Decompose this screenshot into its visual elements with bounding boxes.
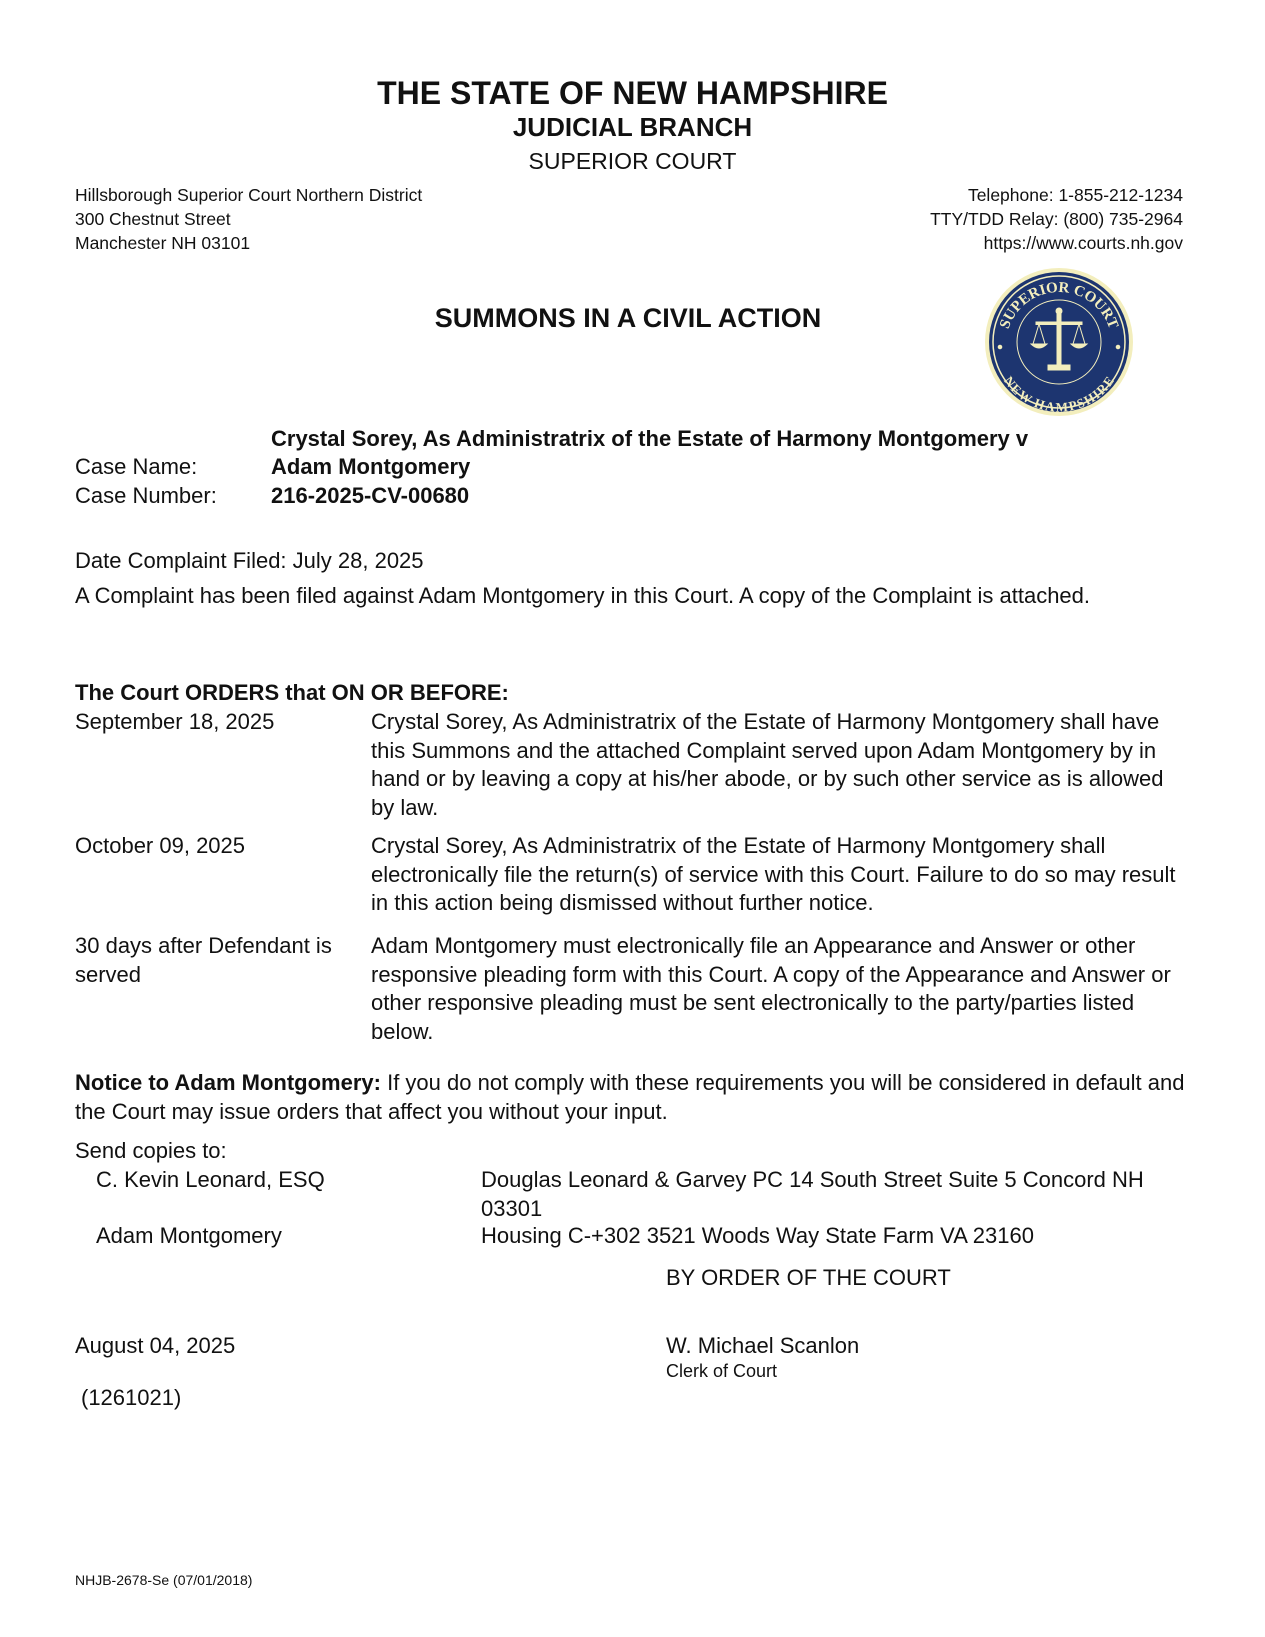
court-contact	[930, 183, 1183, 255]
order-text: Crystal Sorey, As Administratrix of the Estate of Harmony Montgomery shall have this Summons and the attached Complaint served upon Adam Montgomery by in hand or by leaving a copy at his/her abode, or by such other service as is allowed by law.	[371, 709, 1164, 820]
send-copies-label: Send copies to:	[75, 1138, 227, 1163]
clerk-name: W. Michael Scanlon	[666, 1333, 860, 1358]
case-name-line1: Crystal Sorey, As Administratrix of the Estate of Harmony Montgomery v	[271, 426, 1029, 451]
complaint-text: A Complaint has been filed against Adam Montgomery in this Court. A copy of the Complaint is attached.	[75, 583, 1091, 608]
website: https://www.courts.nh.gov	[983, 233, 1183, 253]
telephone: Telephone: 1-855-212-1234	[967, 185, 1183, 205]
address-line: Manchester NH 03101	[75, 233, 251, 253]
date-complaint-filed: Date Complaint Filed: July 28, 2025	[75, 548, 424, 573]
order-date: October 09, 2025	[75, 833, 246, 858]
svg-text:SUPERIOR COURT: SUPERIOR COURT	[996, 279, 1122, 332]
clerk-title: Clerk of Court	[666, 1361, 778, 1381]
address-line: Hillsborough Superior Court Northern District	[75, 185, 423, 205]
orders-heading: The Court ORDERS that ON OR BEFORE:	[75, 680, 509, 705]
document-id: (1261021)	[81, 1385, 182, 1410]
recipient-address: Housing C-+302 3521 Woods Way State Farm VA 23160	[481, 1223, 1034, 1248]
svg-text:NEW HAMPSHIRE: NEW HAMPSHIRE	[1001, 373, 1117, 415]
case-number: 216-2025-CV-00680	[271, 483, 470, 508]
recipient-name: C. Kevin Leonard, ESQ	[96, 1167, 325, 1192]
by-order-of-court: BY ORDER OF THE COURT	[666, 1265, 951, 1290]
recipient-name: Adam Montgomery	[96, 1223, 282, 1248]
order-text: Crystal Sorey, As Administratrix of the Estate of Harmony Montgomery shall electronically file the return(s) of service with this Court. Failure to do so may result in this action being dismissed without further notice.	[371, 833, 1176, 915]
form-id: NHJB-2678-Se (07/01/2018)	[75, 1572, 253, 1588]
branch-heading: JUDICIAL BRANCH	[512, 112, 753, 142]
order-date: 30 days after Defendant is served	[75, 933, 332, 987]
signed-date: August 04, 2025	[75, 1333, 236, 1358]
state-heading: THE STATE OF NEW HAMPSHIRE	[377, 75, 888, 111]
notice-text: If you do not comply with these requirements you will be considered in default and the Court may issue orders that affect you without your input.	[75, 1070, 1185, 1124]
notice-paragraph	[75, 1069, 1185, 1126]
case-name-label: Case Name:	[75, 454, 198, 479]
court-address	[75, 183, 422, 255]
case-number-label: Case Number:	[75, 483, 217, 508]
order-text: Adam Montgomery must electronically file an Appearance and Answer or other responsive pleading form with this Court. A copy of the Appearance and Answer or other responsive pleading must be sent electronically to the party/parties listed below.	[371, 933, 1171, 1044]
tty-relay: TTY/TDD Relay: (800) 735-2964	[930, 209, 1183, 229]
court-seal-icon	[984, 267, 1134, 417]
case-name-line2: Adam Montgomery	[271, 454, 471, 479]
notice-label: Notice to Adam Montgomery:	[75, 1070, 381, 1095]
document-title: SUMMONS IN A CIVIL ACTION	[434, 303, 822, 333]
court-heading: SUPERIOR COURT	[528, 148, 737, 174]
order-date: September 18, 2025	[75, 709, 275, 734]
address-line: 300 Chestnut Street	[75, 209, 231, 229]
recipient-address: Douglas Leonard & Garvey PC 14 South Street Suite 5 Concord NH 03301	[481, 1167, 1144, 1221]
